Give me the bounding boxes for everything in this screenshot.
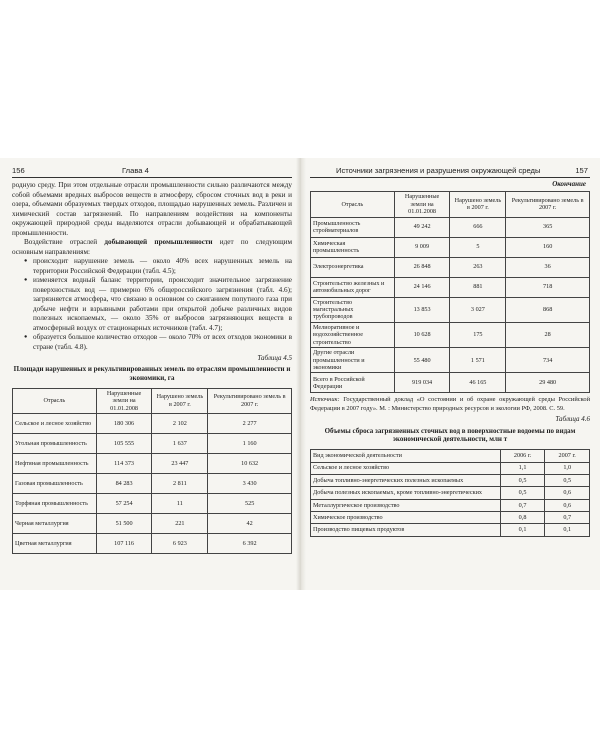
table-cell: 0,6 — [545, 487, 590, 499]
table-cell: Цветная металлургия — [13, 534, 97, 554]
header-cell: Отрасль — [311, 192, 395, 217]
table-cell: 29 480 — [506, 373, 590, 393]
table-cell: 0,1 — [545, 524, 590, 536]
table-4-6-title: Объемы сброса загрязненных сточных вод в поверхностные водоемы по видам экономической деятельности, млн т — [324, 426, 576, 444]
table-cell: Всего в Российской Федерации — [311, 373, 395, 393]
table-cell: Производство пищевых продуктов — [311, 524, 501, 536]
table-row — [311, 524, 590, 536]
header-cell: Рекультивировано земель в 2007 г. — [506, 192, 590, 217]
header-cell: Рекультивировано земель в 2007 г. — [208, 388, 292, 413]
table-cell: 2 102 — [152, 414, 208, 434]
chapter-title: Глава 4 — [122, 166, 149, 175]
table-cell: 23 447 — [152, 454, 208, 474]
table-cell: 42 — [208, 514, 292, 534]
header-cell: 2006 г. — [500, 450, 545, 462]
table-cell: 0,5 — [500, 487, 545, 499]
bullet-list — [12, 257, 292, 352]
page-number-right: 157 — [575, 166, 588, 175]
table-cell: 2 811 — [152, 474, 208, 494]
table-total-row — [311, 373, 590, 393]
table-cell: 9 009 — [394, 237, 450, 257]
table-row — [311, 297, 590, 322]
table-cell: 734 — [506, 348, 590, 373]
table-row — [311, 348, 590, 373]
table-cell: 1,0 — [545, 462, 590, 474]
table-header-row — [13, 388, 292, 413]
table-cell: 11 — [152, 494, 208, 514]
table-cell: 57 254 — [96, 494, 152, 514]
table-cell: Химическая промышленность — [311, 237, 395, 257]
table-cell: 105 555 — [96, 434, 152, 454]
table-cell: Электроэнергетика — [311, 257, 395, 277]
table-cell: 221 — [152, 514, 208, 534]
table-row — [13, 474, 292, 494]
table-cell: 107 116 — [96, 534, 152, 554]
table-cell: 1 637 — [152, 434, 208, 454]
table-row — [311, 474, 590, 486]
table-cell: Газовая промышленность — [13, 474, 97, 494]
table-source-note — [310, 396, 590, 413]
table-cell: 0,1 — [500, 524, 545, 536]
table-cell: 1 160 — [208, 434, 292, 454]
table-cell: Сельское и лесное хозяйство — [13, 414, 97, 434]
table-cell: 13 853 — [394, 297, 450, 322]
header-cell: Нарушенные земли на 01.01.2008 — [394, 192, 450, 217]
table-cell: Металлургическое производство — [311, 499, 501, 511]
table-header-row — [311, 450, 590, 462]
table-row — [13, 534, 292, 554]
table-cell: 175 — [450, 322, 506, 347]
table-row — [311, 277, 590, 297]
paragraph-bold-term: добывающей промышленности — [104, 238, 213, 246]
table-cell: 49 242 — [394, 217, 450, 237]
table-row — [311, 322, 590, 347]
table-cell: 2 277 — [208, 414, 292, 434]
table-row — [13, 514, 292, 534]
running-title: Источники загрязнения и разрушения окружающей среды — [336, 166, 541, 175]
table-cell: 0,7 — [545, 512, 590, 524]
paragraph-text: Воздействие отраслей — [24, 238, 105, 246]
table-row — [311, 499, 590, 511]
source-label: Источник: — [310, 396, 340, 404]
book-spread — [0, 158, 600, 590]
continuation-label: Окончание — [552, 180, 586, 188]
table-row — [311, 257, 590, 277]
table-row — [311, 217, 590, 237]
table-cell: Добыча полезных ископаемых, кроме топливно-энергетических — [311, 487, 501, 499]
table-row — [13, 454, 292, 474]
table-cell: 84 283 — [96, 474, 152, 494]
left-running-head — [12, 166, 292, 178]
intro-paragraph: родную среду. При этом отдельные отрасли промышленности сильно различаются между собой объемами вредных выбросов веществ в атмосферу, сбросом сточных вод в реки и озера, объемами образуемых твердых отходов, площадью нарушенных земель. Различен и химический состав загрязнений. По направлениям воздействия на компоненты окружающей природной среды выделяются отрасли добывающей и обрабатывающей промышленности. — [12, 181, 292, 237]
source-text: Государственный доклад «О состоянии и об охране окружающей среды Российской Федерации в 2007 году». М. : Министерство природных ресурсов и экологии РФ, 2008. С. 59. — [310, 396, 590, 412]
table-cell: 868 — [506, 297, 590, 322]
table-cell: Черная металлургия — [13, 514, 97, 534]
bullet-item: ● образуется большое количество отходов — около 70% от всех отходов экономики в стране (табл. 4.8). — [24, 333, 292, 352]
header-cell: Отрасль — [13, 388, 97, 413]
table-cell: Добыча топливно-энергетических полезных ископаемых — [311, 474, 501, 486]
table-cell: 1,1 — [500, 462, 545, 474]
second-paragraph — [12, 238, 292, 257]
table-4-5-number: Таблица 4.5 — [257, 354, 292, 362]
table-cell: Другие отрасли промышленности и экономики — [311, 348, 395, 373]
table-cell: Строительство магистральных трубопроводов — [311, 297, 395, 322]
table-cell: 3 027 — [450, 297, 506, 322]
table-cell: Сельское и лесное хозяйство — [311, 462, 501, 474]
table-cell: 525 — [208, 494, 292, 514]
table-cell: 28 — [506, 322, 590, 347]
table-cell: 5 — [450, 237, 506, 257]
table-cell: Угольная промышленность — [13, 434, 97, 454]
table-row — [311, 487, 590, 499]
table-cell: 365 — [506, 217, 590, 237]
table-row — [13, 434, 292, 454]
right-page — [310, 166, 590, 586]
header-cell: Нарушенные земли на 01.01.2008 — [96, 388, 152, 413]
table-cell: Химическое производство — [311, 512, 501, 524]
table-cell: 160 — [506, 237, 590, 257]
table-row — [311, 237, 590, 257]
table-cell: 36 — [506, 257, 590, 277]
table-cell: 263 — [450, 257, 506, 277]
table-cell: 919 034 — [394, 373, 450, 393]
page-number-left: 156 — [12, 166, 25, 175]
table-cell: 718 — [506, 277, 590, 297]
bullet-item: ● происходит нарушение земель — около 40% всех нарушенных земель на территории Российской Федерации (табл. 4.5); — [24, 257, 292, 276]
left-body-text — [12, 181, 292, 352]
header-cell: Вид экономической деятельности — [311, 450, 501, 462]
bullet-item: ● изменяется водный баланс территории, происходит значительное загрязнение поверхностных вод — примерно 6% общероссийского загрязнения (табл. 4.6); загрязняется атмосфера, что связано в основном со сжиганием попутного газа при добыче нефти и взрывными работами при открытой добыче различных видов полезных ископаемых, — около 35% от выбросов загрязняющих веществ в атмосферный воздух от стационарных источников (табл. 4.7); — [24, 276, 292, 333]
table-4-6 — [310, 449, 590, 537]
table-cell: 10 628 — [394, 322, 450, 347]
table-row — [311, 462, 590, 474]
header-cell: 2007 г. — [545, 450, 590, 462]
table-row — [13, 494, 292, 514]
table-cell: Нефтяная промышленность — [13, 454, 97, 474]
table-4-6-number: Таблица 4.6 — [555, 415, 590, 424]
table-cell: Промышленность стройматериалов — [311, 217, 395, 237]
left-page — [12, 166, 292, 586]
right-running-head — [310, 166, 590, 178]
table-cell: Строительство железных и автомобильных дорог — [311, 277, 395, 297]
table-cell: 55 480 — [394, 348, 450, 373]
table-cell: 0,7 — [500, 499, 545, 511]
table-row — [13, 414, 292, 434]
table-cell: 6 392 — [208, 534, 292, 554]
book-gutter — [296, 158, 306, 590]
table-cell: 180 306 — [96, 414, 152, 434]
table-cell: 1 571 — [450, 348, 506, 373]
table-cell: 881 — [450, 277, 506, 297]
table-4-5-title: Площади нарушенных и рекультивированных земель по отраслям промышленности и экономики, га — [13, 365, 291, 382]
table-cell: 3 430 — [208, 474, 292, 494]
table-4-5-continued — [310, 191, 590, 393]
table-cell: Торфяная промышленность — [13, 494, 97, 514]
table-cell: 0,5 — [500, 474, 545, 486]
table-cell: 46 165 — [450, 373, 506, 393]
table-cell: 666 — [450, 217, 506, 237]
table-4-5 — [12, 388, 292, 554]
table-cell: Мелиоративное и водохозяйственное строительство — [311, 322, 395, 347]
table-row — [311, 512, 590, 524]
table-cell: 24 146 — [394, 277, 450, 297]
table-cell: 114 373 — [96, 454, 152, 474]
header-cell: Нарушено земель в 2007 г. — [152, 388, 208, 413]
table-cell: 6 923 — [152, 534, 208, 554]
table-cell: 0,8 — [500, 512, 545, 524]
table-cell: 51 500 — [96, 514, 152, 534]
table-cell: 0,6 — [545, 499, 590, 511]
table-cell: 0,5 — [545, 474, 590, 486]
table-cell: 26 848 — [394, 257, 450, 277]
paragraph-text: идет по следующим основным направлениям: — [12, 238, 292, 256]
table-header-row — [311, 192, 590, 217]
header-cell: Нарушено земель в 2007 г. — [450, 192, 506, 217]
table-cell: 10 632 — [208, 454, 292, 474]
